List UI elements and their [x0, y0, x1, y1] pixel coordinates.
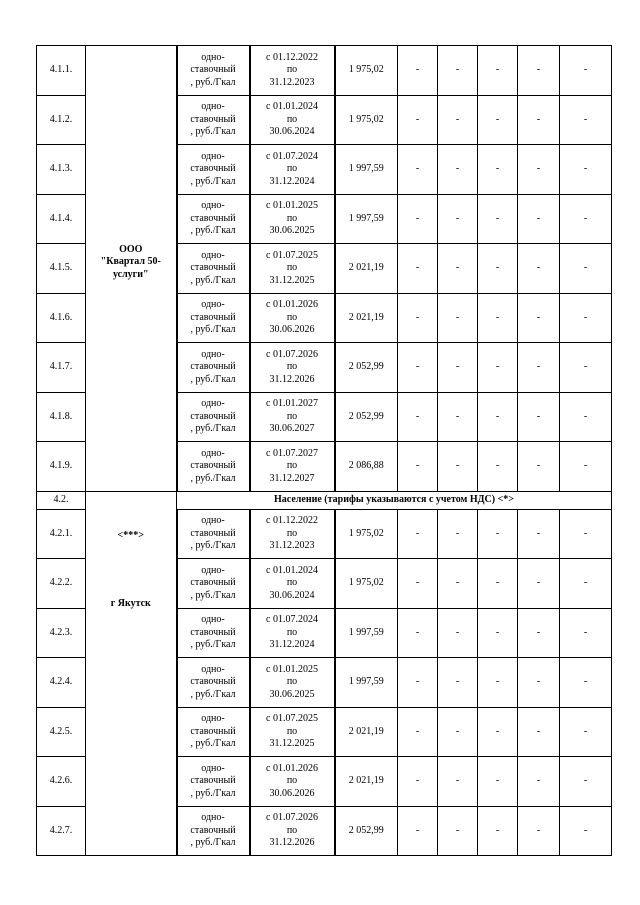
tariff-value: 2 086,88: [335, 442, 398, 492]
empty-cell: -: [438, 343, 478, 393]
unit-line: одно-: [201, 663, 225, 675]
period-from: с 01.07.2025: [266, 249, 318, 261]
empty-cell: -: [478, 343, 518, 393]
unit-line: одно-: [201, 299, 225, 310]
empty-cell: -: [398, 559, 438, 609]
tariff-value: 1 997,59: [335, 145, 398, 195]
empty-cell: -: [478, 392, 518, 442]
empty-cell: -: [560, 806, 612, 856]
unit-line: , руб./Гкал: [190, 688, 236, 700]
unit-cell: [177, 442, 250, 492]
empty-cell: -: [478, 244, 518, 294]
period-from: с 01.12.2022: [266, 51, 318, 63]
empty-cell: -: [478, 145, 518, 195]
unit-line: ставочный: [190, 577, 236, 588]
empty-cell: -: [518, 95, 560, 145]
unit-line: одно-: [201, 200, 225, 211]
tariff-value: 1 997,59: [335, 608, 398, 658]
unit-line: ставочный: [190, 64, 236, 75]
empty-cell: -: [478, 194, 518, 244]
empty-cell: -: [560, 559, 612, 609]
row-number: 4.1.5.: [37, 244, 86, 294]
unit-cell: [177, 392, 250, 442]
period-cell: [250, 608, 335, 658]
tariff-value: 1 975,02: [335, 559, 398, 609]
row-number: 4.2.4.: [37, 658, 86, 708]
unit-cell: [177, 559, 250, 609]
unit-line: , руб./Гкал: [190, 738, 236, 749]
tariff-value: 2 021,19: [335, 293, 398, 343]
empty-cell: -: [438, 145, 478, 195]
unit-line: одно-: [201, 249, 225, 261]
empty-cell: -: [560, 194, 612, 244]
empty-cell: -: [438, 757, 478, 807]
empty-cell: -: [560, 658, 612, 708]
empty-cell: -: [478, 707, 518, 757]
unit-line: , руб./Гкал: [190, 76, 236, 88]
empty-cell: -: [398, 806, 438, 856]
period-cell: [250, 244, 335, 294]
period-to-word: по: [286, 163, 298, 174]
period-to: 30.06.2024: [269, 126, 315, 137]
tariff-value: 1 975,02: [335, 509, 398, 559]
empty-cell: -: [518, 244, 560, 294]
section-row: [37, 491, 612, 509]
empty-cell: -: [438, 293, 478, 343]
period-from: с 01.01.2027: [266, 398, 318, 409]
unit-line: , руб./Гкал: [190, 837, 236, 848]
empty-cell: -: [560, 707, 612, 757]
period-from: с 01.01.2024: [266, 564, 318, 576]
empty-cell: -: [398, 509, 438, 559]
empty-cell: -: [478, 559, 518, 609]
unit-line: , руб./Гкал: [190, 540, 236, 551]
empty-cell: -: [398, 194, 438, 244]
period-cell: [250, 509, 335, 559]
tariff-value: 2 021,19: [335, 244, 398, 294]
row-number: 4.2.7.: [37, 806, 86, 856]
tariff-value: 2 052,99: [335, 392, 398, 442]
row-number: 4.1.6.: [37, 293, 86, 343]
unit-line: одно-: [201, 812, 225, 823]
empty-cell: -: [398, 244, 438, 294]
tariff-value: 1 997,59: [335, 658, 398, 708]
unit-cell: [177, 757, 250, 807]
unit-line: ставочный: [190, 824, 236, 836]
organization-name-line: ООО: [119, 243, 143, 255]
empty-cell: -: [560, 757, 612, 807]
period-to: 31.12.2026: [269, 837, 315, 848]
period-cell: [250, 658, 335, 708]
period-cell: [250, 707, 335, 757]
table-row: [37, 46, 612, 96]
empty-cell: -: [398, 757, 438, 807]
empty-cell: -: [478, 46, 518, 96]
empty-cell: -: [560, 343, 612, 393]
empty-cell: -: [478, 95, 518, 145]
unit-cell: [177, 46, 250, 96]
unit-line: ставочный: [190, 460, 236, 471]
tariff-value: 2 021,19: [335, 707, 398, 757]
footnote-marker: <***>: [117, 529, 144, 541]
empty-cell: -: [438, 559, 478, 609]
tariff-value: 2 021,19: [335, 757, 398, 807]
empty-cell: -: [560, 95, 612, 145]
empty-cell: -: [518, 658, 560, 708]
empty-cell: -: [518, 608, 560, 658]
empty-cell: -: [438, 194, 478, 244]
empty-cell: -: [398, 293, 438, 343]
empty-cell: -: [398, 343, 438, 393]
unit-line: ставочный: [190, 163, 236, 174]
empty-cell: -: [438, 608, 478, 658]
period-to: 31.12.2025: [269, 738, 315, 749]
period-to: 30.06.2025: [269, 225, 315, 236]
row-number: 4.1.7.: [37, 343, 86, 393]
empty-cell: -: [438, 806, 478, 856]
period-from: с 01.01.2024: [266, 101, 318, 112]
empty-cell: -: [478, 509, 518, 559]
unit-cell: [177, 343, 250, 393]
empty-cell: -: [518, 806, 560, 856]
unit-line: , руб./Гкал: [190, 589, 236, 601]
period-to-word: по: [286, 824, 298, 836]
tariff-table: [36, 45, 612, 856]
unit-cell: [177, 95, 250, 145]
empty-cell: -: [398, 145, 438, 195]
section-number: 4.2.: [37, 491, 86, 509]
unit-line: , руб./Гкал: [190, 225, 236, 236]
unit-line: , руб./Гкал: [190, 639, 236, 650]
row-number: 4.1.1.: [37, 46, 86, 96]
period-to-word: по: [286, 577, 298, 588]
period-to-word: по: [286, 113, 298, 125]
row-number: 4.1.8.: [37, 392, 86, 442]
empty-cell: -: [560, 145, 612, 195]
period-to: 31.12.2024: [269, 175, 315, 187]
empty-cell: -: [438, 95, 478, 145]
empty-cell: -: [478, 806, 518, 856]
period-to: 30.06.2026: [269, 324, 315, 335]
empty-cell: -: [438, 707, 478, 757]
empty-cell: -: [518, 46, 560, 96]
unit-line: одно-: [201, 515, 225, 526]
period-cell: [250, 442, 335, 492]
empty-cell: -: [518, 194, 560, 244]
empty-cell: -: [560, 244, 612, 294]
organization-cell: [86, 46, 177, 492]
row-number: 4.2.1.: [37, 509, 86, 559]
unit-cell: [177, 608, 250, 658]
empty-cell: -: [560, 46, 612, 96]
unit-line: одно-: [201, 762, 225, 774]
organization-name-line: "Квартал 50-: [100, 256, 161, 267]
period-from: с 01.07.2027: [266, 447, 318, 459]
section-title: Население (тарифы указываются с учетом НДС) <*>: [177, 491, 612, 509]
unit-line: , руб./Гкал: [190, 126, 236, 137]
period-from: с 01.07.2024: [266, 150, 318, 162]
period-to-word: по: [286, 626, 298, 638]
tariff-value: 2 052,99: [335, 806, 398, 856]
unit-line: одно-: [201, 348, 225, 360]
period-to: 30.06.2025: [269, 688, 315, 700]
organization-name: [86, 244, 176, 282]
period-from: с 01.07.2026: [266, 348, 318, 360]
unit-line: одно-: [201, 564, 225, 576]
empty-cell: -: [438, 392, 478, 442]
unit-cell: [177, 509, 250, 559]
empty-cell: -: [560, 608, 612, 658]
period-to-word: по: [286, 311, 298, 323]
city-name: г Якутск: [110, 598, 151, 609]
period-to: 31.12.2024: [269, 639, 315, 650]
empty-cell: -: [398, 46, 438, 96]
period-to: 31.12.2023: [269, 540, 315, 551]
period-to: 30.06.2024: [269, 589, 315, 601]
unit-line: одно-: [201, 150, 225, 162]
empty-cell: -: [478, 608, 518, 658]
empty-cell: -: [518, 559, 560, 609]
unit-line: , руб./Гкал: [190, 472, 236, 484]
empty-cell: -: [478, 658, 518, 708]
period-cell: [250, 194, 335, 244]
row-number: 4.2.2.: [37, 559, 86, 609]
period-from: с 01.01.2025: [266, 663, 318, 675]
empty-cell: -: [478, 293, 518, 343]
empty-cell: -: [518, 293, 560, 343]
period-to-word: по: [286, 725, 298, 737]
period-cell: [250, 293, 335, 343]
unit-line: , руб./Гкал: [190, 423, 236, 434]
tariff-value: 1 997,59: [335, 194, 398, 244]
unit-cell: [177, 244, 250, 294]
empty-cell: -: [398, 392, 438, 442]
unit-line: ставочный: [190, 311, 236, 323]
period-cell: [250, 392, 335, 442]
unit-line: ставочный: [190, 725, 236, 737]
unit-line: ставочный: [190, 361, 236, 372]
empty-cell: -: [478, 442, 518, 492]
unit-line: , руб./Гкал: [190, 175, 236, 187]
unit-line: ставочный: [190, 527, 236, 539]
empty-cell: -: [438, 244, 478, 294]
unit-line: ставочный: [190, 262, 236, 273]
period-to-word: по: [286, 676, 298, 687]
empty-cell: -: [518, 343, 560, 393]
organization-cell-continued: [86, 491, 177, 856]
period-to: 31.12.2027: [269, 472, 315, 484]
period-to: 31.12.2026: [269, 373, 315, 385]
unit-line: , руб./Гкал: [190, 274, 236, 286]
row-number: 4.1.4.: [37, 194, 86, 244]
unit-line: ставочный: [190, 626, 236, 638]
unit-cell: [177, 658, 250, 708]
period-cell: [250, 757, 335, 807]
period-to-word: по: [286, 361, 298, 372]
empty-cell: -: [438, 509, 478, 559]
period-to-word: по: [286, 775, 298, 786]
row-number: 4.2.6.: [37, 757, 86, 807]
unit-line: ставочный: [190, 410, 236, 422]
empty-cell: -: [438, 442, 478, 492]
row-number: 4.1.3.: [37, 145, 86, 195]
empty-cell: -: [518, 509, 560, 559]
empty-cell: -: [518, 392, 560, 442]
period-from: с 01.01.2025: [266, 200, 318, 211]
period-cell: [250, 145, 335, 195]
empty-cell: -: [478, 757, 518, 807]
empty-cell: -: [518, 442, 560, 492]
empty-cell: -: [398, 658, 438, 708]
period-cell: [250, 806, 335, 856]
unit-line: , руб./Гкал: [190, 787, 236, 799]
empty-cell: -: [518, 145, 560, 195]
empty-cell: -: [398, 707, 438, 757]
empty-cell: -: [398, 442, 438, 492]
unit-cell: [177, 707, 250, 757]
unit-line: ставочный: [190, 775, 236, 786]
empty-cell: -: [560, 392, 612, 442]
unit-cell: [177, 293, 250, 343]
tariff-value: 1 975,02: [335, 95, 398, 145]
unit-line: одно-: [201, 447, 225, 459]
unit-cell: [177, 806, 250, 856]
tariff-value: 2 052,99: [335, 343, 398, 393]
unit-line: одно-: [201, 614, 225, 625]
period-cell: [250, 343, 335, 393]
period-cell: [250, 95, 335, 145]
unit-line: ставочный: [190, 212, 236, 224]
empty-cell: -: [398, 608, 438, 658]
unit-line: одно-: [201, 398, 225, 409]
empty-cell: -: [560, 442, 612, 492]
unit-line: , руб./Гкал: [190, 324, 236, 335]
tariff-value: 1 975,02: [335, 46, 398, 96]
empty-cell: -: [560, 293, 612, 343]
unit-line: , руб./Гкал: [190, 373, 236, 385]
unit-line: одно-: [201, 713, 225, 724]
row-number: 4.1.9.: [37, 442, 86, 492]
empty-cell: -: [438, 658, 478, 708]
empty-cell: -: [438, 46, 478, 96]
period-to-word: по: [286, 527, 298, 539]
unit-cell: [177, 194, 250, 244]
empty-cell: -: [560, 509, 612, 559]
empty-cell: -: [518, 757, 560, 807]
period-from: с 01.07.2026: [266, 812, 318, 823]
unit-line: одно-: [201, 51, 225, 63]
empty-cell: -: [518, 707, 560, 757]
period-from: с 01.01.2026: [266, 299, 318, 310]
row-number: 4.2.3.: [37, 608, 86, 658]
period-to: 31.12.2025: [269, 274, 315, 286]
period-cell: [250, 559, 335, 609]
period-from: с 01.07.2025: [266, 713, 318, 724]
period-to: 30.06.2027: [269, 423, 315, 434]
period-from: с 01.12.2022: [266, 515, 318, 526]
empty-cell: -: [398, 95, 438, 145]
period-to-word: по: [286, 410, 298, 422]
row-number: 4.2.5.: [37, 707, 86, 757]
period-to-word: по: [286, 212, 298, 224]
period-cell: [250, 46, 335, 96]
period-to-word: по: [286, 460, 298, 471]
period-to: 30.06.2026: [269, 787, 315, 799]
period-to-word: по: [286, 64, 298, 75]
unit-line: ставочный: [190, 676, 236, 687]
period-from: с 01.01.2026: [266, 762, 318, 774]
organization-name-line: услуги": [112, 268, 149, 280]
unit-cell: [177, 145, 250, 195]
period-to-word: по: [286, 262, 298, 273]
unit-line: ставочный: [190, 113, 236, 125]
row-number: 4.1.2.: [37, 95, 86, 145]
unit-line: одно-: [201, 101, 225, 112]
period-from: с 01.07.2024: [266, 614, 318, 625]
period-to: 31.12.2023: [269, 76, 315, 88]
